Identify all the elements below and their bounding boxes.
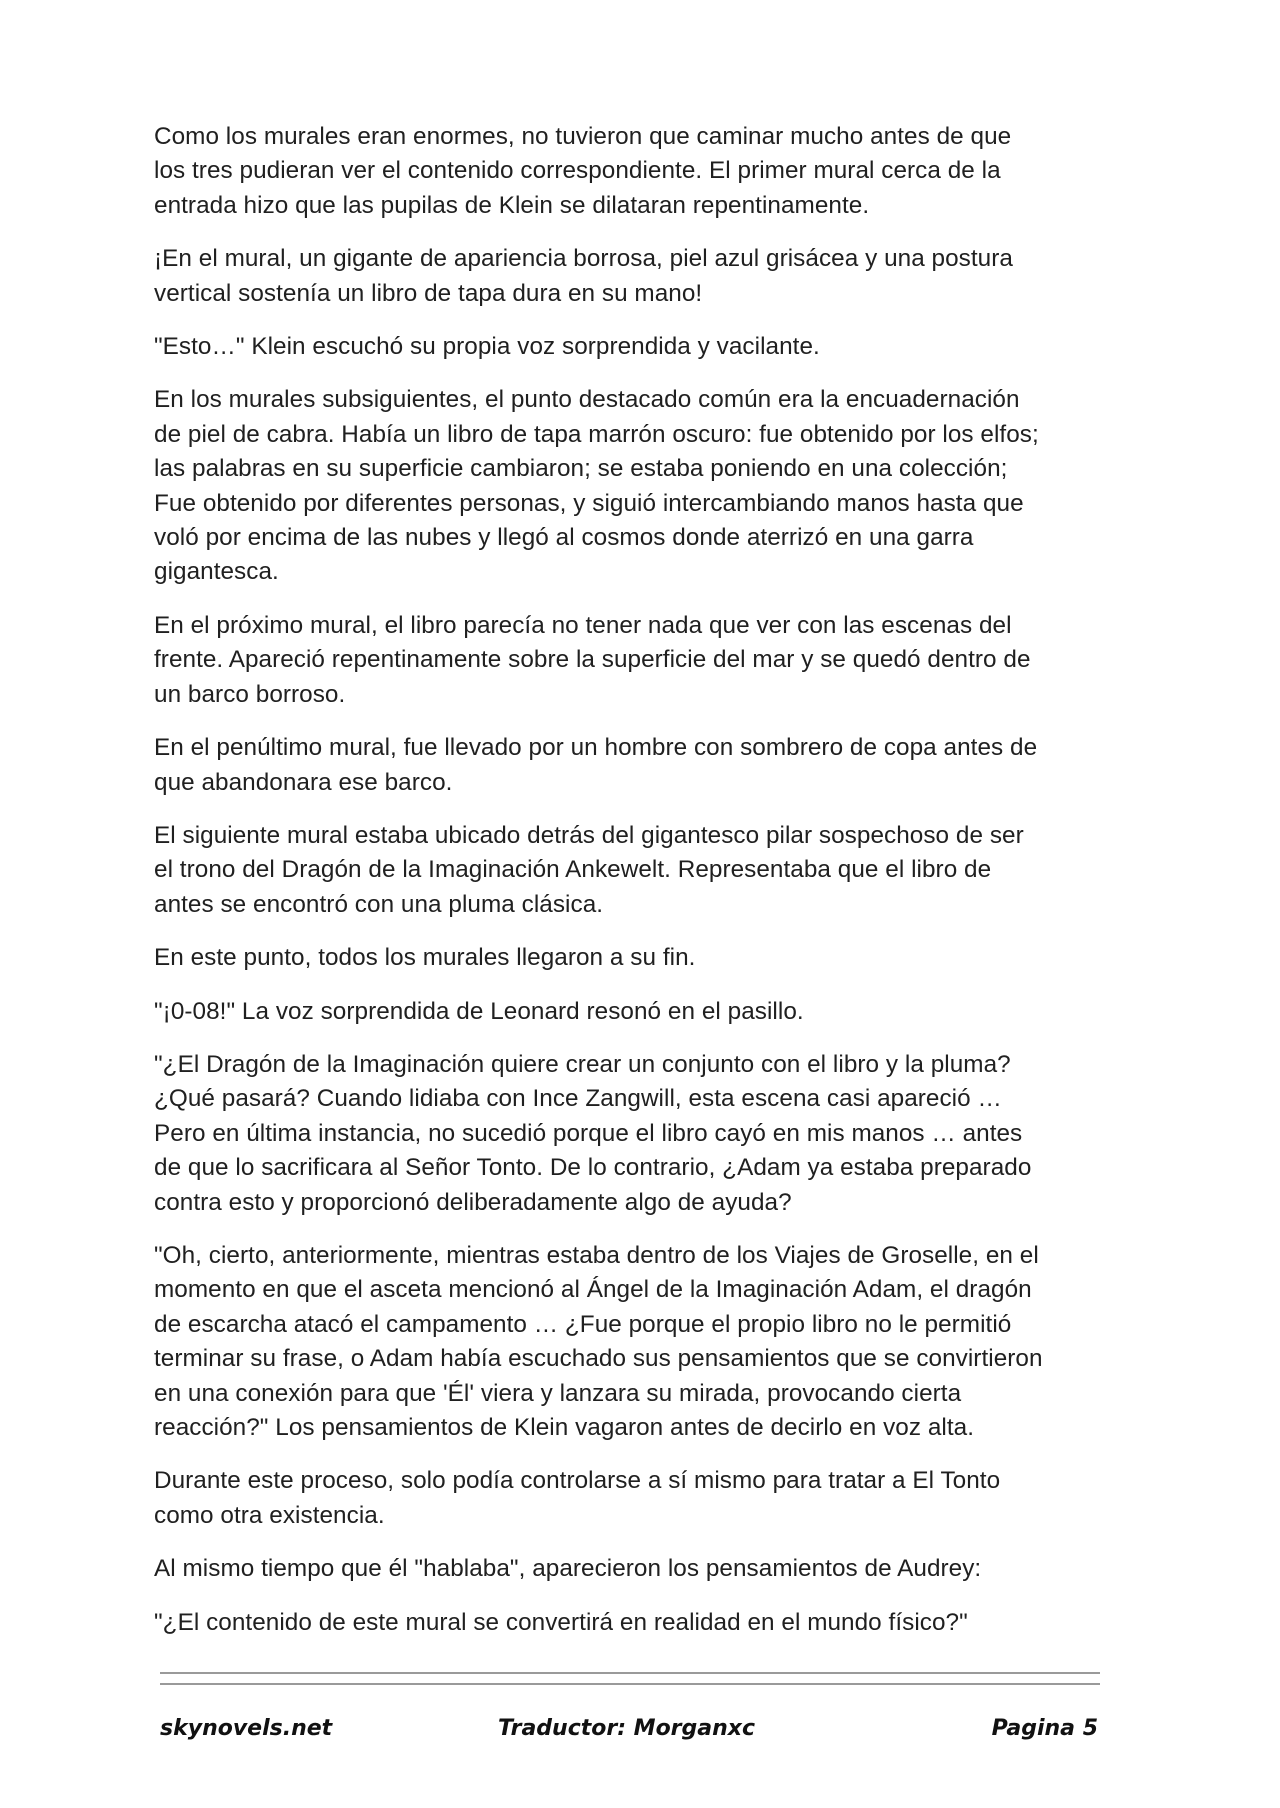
paragraph-line: entrada hizo que las pupilas de Klein se dilataran repentinamente.: [154, 191, 870, 219]
paragraph-line: En este punto, todos los murales llegaron a su fin.: [154, 944, 696, 972]
paragraph-line: vertical sostenía un libro de tapa dura en su mano!: [154, 279, 703, 307]
paragraph-line: Durante este proceso, solo podía controlarse a sí mismo para tratar a El Tonto: [154, 1467, 1001, 1495]
paragraph-line: de piel de cabra. Había un libro de tapa marrón oscuro: fue obtenido por los elfos;: [154, 420, 1039, 448]
paragraph: [154, 383, 1114, 589]
paragraph-line: "Oh, cierto, anteriormente, mientras estaba dentro de los Viajes de Groselle, en el: [154, 1241, 1039, 1269]
body-text: [154, 120, 1114, 1659]
paragraph-line: gigantesca.: [154, 558, 279, 586]
paragraph: [154, 819, 1114, 922]
paragraph-line: las palabras en su superficie cambiaron; se estaba poniendo en una colección;: [154, 455, 1008, 483]
paragraph-line: Como los murales eran enormes, no tuvieron que caminar mucho antes de que: [154, 123, 1012, 150]
paragraph-line: el trono del Dragón de la Imaginación Ankewelt. Representaba que el libro de: [154, 856, 992, 884]
paragraph-line: Pero en última instancia, no sucedió porque el libro cayó en mis manos … antes: [154, 1119, 1023, 1147]
paragraph-line: ¡En el mural, un gigante de apariencia borrosa, piel azul grisácea y una postura: [154, 245, 1013, 273]
paragraph-line: reacción?" Los pensamientos de Klein vagaron antes de decirlo en voz alta.: [154, 1414, 975, 1441]
paragraph: [154, 941, 1114, 975]
paragraph-line: antes se encontró con una pluma clásica.: [154, 890, 604, 918]
paragraph-line: contra esto y proporcionó deliberadamente algo de ayuda?: [154, 1188, 792, 1216]
footer-site: skynovels.net: [160, 1716, 333, 1741]
paragraph-line: momento en que el asceta mencionó al Ángel de la Imaginación Adam, el dragón: [154, 1276, 1032, 1304]
footer-divider-top: [160, 1672, 1100, 1674]
paragraph-line: de que lo sacrificara al Señor Tonto. De lo contrario, ¿Adam ya estaba preparado: [154, 1154, 1032, 1182]
paragraph: [154, 609, 1114, 712]
paragraph-line: como otra existencia.: [154, 1501, 385, 1529]
paragraph: [154, 1048, 1114, 1220]
paragraph-line: frente. Apareció repentinamente sobre la superficie del mar y se quedó dentro de: [154, 646, 1031, 674]
paragraph: [154, 1552, 1114, 1586]
paragraph-line: En el penúltimo mural, fue llevado por un hombre con sombrero de copa antes de: [154, 734, 1038, 762]
paragraph-line: "¿El contenido de este mural se convertirá en realidad en el mundo físico?": [154, 1608, 968, 1636]
footer-divider-bottom: [160, 1683, 1100, 1685]
paragraph-line: El siguiente mural estaba ubicado detrás del gigantesco pilar sospechoso de ser: [154, 821, 1024, 849]
paragraph: [154, 731, 1114, 800]
paragraph-line: Al mismo tiempo que él "hablaba", aparecieron los pensamientos de Audrey:: [154, 1555, 982, 1583]
paragraph-line: En los murales subsiguientes, el punto destacado común era la encuadernación: [154, 386, 1020, 414]
paragraph: [154, 1606, 1114, 1640]
paragraph-line: de escarcha atacó el campamento … ¿Fue porque el propio libro no le permitió: [154, 1310, 1012, 1338]
paragraph-line: voló por encima de las nubes y llegó al cosmos donde aterrizó en una garra: [154, 524, 974, 552]
paragraph: [154, 242, 1114, 311]
paragraph-line: ¿Qué pasará? Cuando lidiaba con Ince Zangwill, esta escena casi apareció …: [154, 1085, 1002, 1113]
paragraph-line: En el próximo mural, el libro parecía no tener nada que ver con las escenas del: [154, 611, 1012, 639]
paragraph: [154, 1239, 1114, 1445]
paragraph: [154, 120, 1114, 223]
paragraph: [154, 330, 1114, 364]
paragraph: [154, 995, 1114, 1029]
paragraph-line: en una conexión para que 'Él' viera y lanzara su mirada, provocando cierta: [154, 1379, 962, 1407]
footer-translator: Traductor: Morganxc: [498, 1716, 756, 1741]
paragraph-line: "¿El Dragón de la Imaginación quiere crear un conjunto con el libro y la pluma?: [154, 1050, 1011, 1078]
paragraph-line: que abandonara ese barco.: [154, 768, 453, 796]
paragraph-line: Fue obtenido por diferentes personas, y siguió intercambiando manos hasta que: [154, 489, 1024, 517]
paragraph-line: "¡0-08!" La voz sorprendida de Leonard resonó en el pasillo.: [154, 997, 804, 1025]
footer-page-number: Pagina 5: [991, 1716, 1098, 1741]
paragraph-line: terminar su frase, o Adam había escuchado sus pensamientos que se convirtieron: [154, 1345, 1043, 1373]
paragraph-line: "Esto…" Klein escuchó su propia voz sorprendida y vacilante.: [154, 333, 820, 361]
paragraph-line: un barco borroso.: [154, 680, 346, 708]
paragraph-line: los tres pudieran ver el contenido correspondiente. El primer mural cerca de la: [154, 157, 1001, 185]
paragraph: [154, 1464, 1114, 1533]
